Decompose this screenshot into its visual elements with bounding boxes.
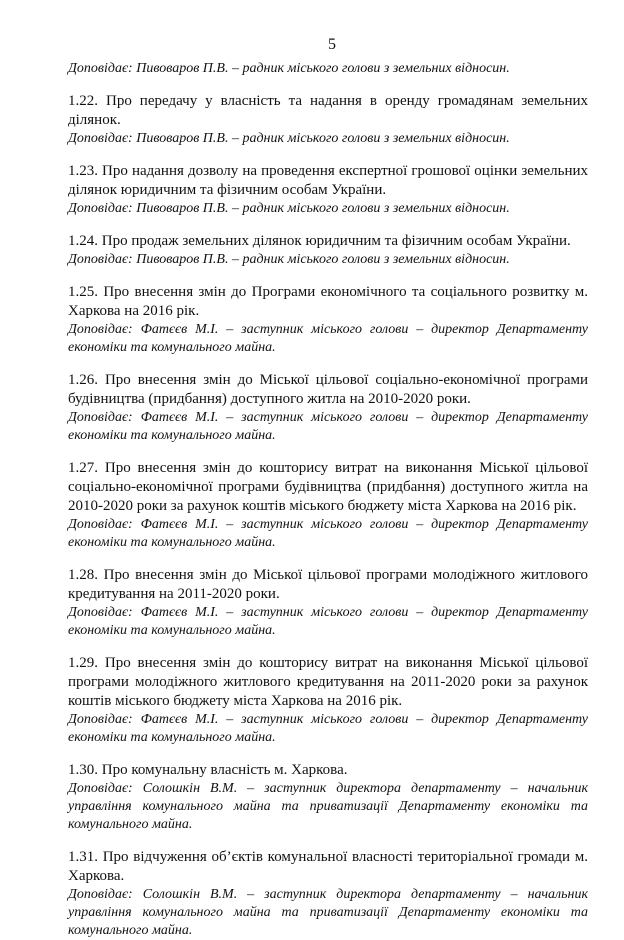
agenda-item-title: 1.27. Про внесення змін до кошторису витрат на виконання Міської цільової соціально-економічної програми будівництва (придбання) доступного житла на 2010-2020 роки за рахунок коштів міського бюджету міста Харкова на 2016 рік.	[68, 460, 588, 514]
agenda-item-title: 1.29. Про внесення змін до кошторису витрат на виконання Міської цільової програми молодіжного житлового кредитування на 2011-2020 роки за рахунок коштів міського бюджету міста Харкова на 2016 рік.	[68, 655, 588, 709]
reporter-line: Доповідає: Пивоваров П.В. – радник міського голови з земельних відносин.	[68, 201, 510, 216]
reporter-line: Доповідає: Солошкін В.М. – заступник директора департаменту – начальник управління комунального майна та приватизації Департаменту економіки та комунального майна.	[68, 781, 588, 832]
agenda-item-title: 1.25. Про внесення змін до Програми економічного та соціального розвитку м. Харкова на 2016 рік.	[68, 284, 588, 319]
reporter-line: Доповідає: Пивоваров П.В. – радник міського голови з земельних відносин.	[68, 131, 510, 146]
reporter-line: Доповідає: Солошкін В.М. – заступник директора департаменту – начальник управління комунального майна та приватизації Департаменту економіки та комунального майна.	[68, 887, 588, 938]
reporter-line: Доповідає: Фатєєв М.І. – заступник міського голови – директор Департаменту економіки та комунального майна.	[68, 410, 588, 443]
agenda-item-1-27	[68, 459, 588, 552]
agenda-item-1-31	[68, 848, 588, 940]
agenda-item-1-26	[68, 371, 588, 445]
reporter-line: Доповідає: Пивоваров П.В. – радник міського голови з земельних відносин.	[68, 61, 510, 76]
agenda-item-1-29	[68, 654, 588, 747]
agenda-item-title: 1.28. Про внесення змін до Міської цільової програми молодіжного житлового кредитування на 2011-2020 роки.	[68, 567, 588, 602]
agenda-item-1-28	[68, 566, 588, 640]
agenda-item-title: 1.22. Про передачу у власність та надання в оренду громадянам земельних ділянок.	[68, 93, 588, 128]
agenda-item-title: 1.23. Про надання дозволу на проведення експертної грошової оцінки земельних ділянок юридичним та фізичним особам України.	[68, 163, 588, 198]
reporter-line: Доповідає: Фатєєв М.І. – заступник міського голови – директор Департаменту економіки та комунального майна.	[68, 712, 588, 745]
agenda-item-1-24	[68, 232, 588, 269]
agenda-item-1-25	[68, 283, 588, 357]
agenda-item-1-22	[68, 92, 588, 148]
agenda-item-title: 1.24. Про продаж земельних ділянок юридичним та фізичним особам України.	[68, 233, 571, 249]
agenda-item-title: 1.30. Про комунальну власність м. Харкова.	[68, 762, 348, 778]
reporter-line: Доповідає: Фатєєв М.І. – заступник міського голови – директор Департаменту економіки та комунального майна.	[68, 517, 588, 550]
reporter-line: Доповідає: Пивоваров П.В. – радник міського голови з земельних відносин.	[68, 252, 510, 267]
page-number: 5	[328, 36, 336, 53]
agenda-item-title: 1.31. Про відчуження об’єктів комунальної власності територіальної громади м. Харкова.	[68, 849, 588, 884]
agenda-item-title: 1.26. Про внесення змін до Міської цільової соціально-економічної програми будівництва (придбання) доступного житла на 2010-2020 роки.	[68, 372, 588, 407]
agenda-item-1-30	[68, 761, 588, 834]
reporter-line: Доповідає: Фатєєв М.І. – заступник міського голови – директор Департаменту економіки та комунального майна.	[68, 322, 588, 355]
agenda-item-1-23	[68, 162, 588, 218]
reporter-line: Доповідає: Фатєєв М.І. – заступник міського голови – директор Департаменту економіки та комунального майна.	[68, 605, 588, 638]
